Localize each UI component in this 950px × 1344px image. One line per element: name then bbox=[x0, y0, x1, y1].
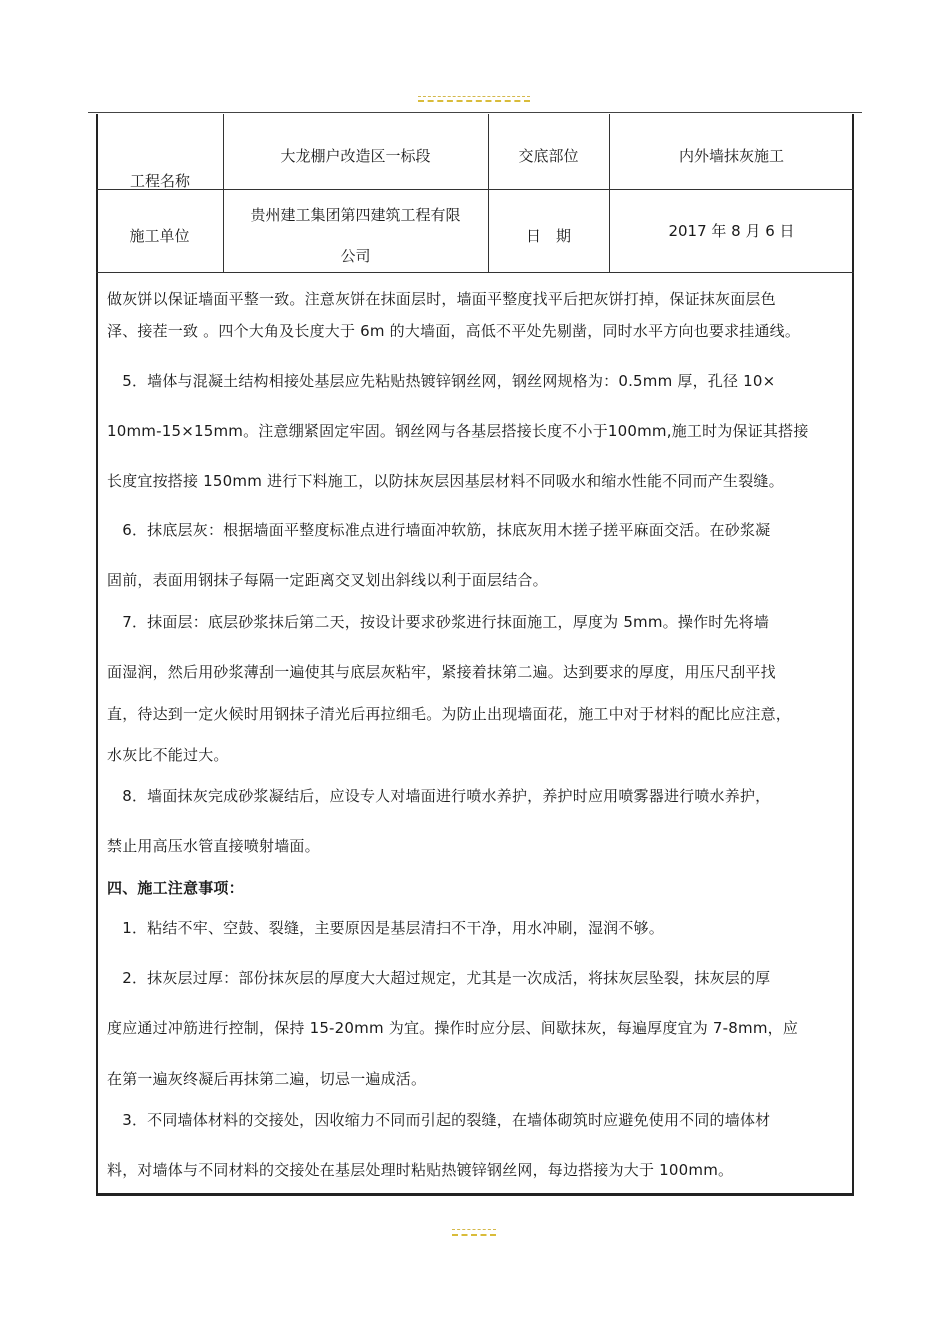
grid-line bbox=[609, 114, 610, 272]
body-line: 3．不同墙体材料的交接处，因收缩力不同而引起的裂缝，在墙体砌筑时应避免使用不同的墙体材 bbox=[107, 1111, 771, 1129]
body-line: 7．抹面层：底层砂浆抹后第二天，按设计要求砂浆进行抹面施工，厚度为 5mm。操作时先将墙 bbox=[107, 613, 770, 631]
unit-value-line2: 公司 bbox=[340, 247, 371, 265]
header-decoration bbox=[418, 96, 530, 104]
body-line: 10mm-15×15mm。注意绷紧固定牢固。钢丝网与各基层搭接长度不小于100mm,施工时为保证其搭接 bbox=[107, 422, 809, 440]
body-line: 1．粘结不牢、空鼓、裂缝，主要原因是基层清扫不干净，用水冲刷，湿润不够。 bbox=[107, 919, 664, 937]
body-line: 6．抹底层灰：根据墙面平整度标准点进行墙面冲软筋，抹底灰用木搓子搓平麻面交活。在砂浆凝 bbox=[107, 521, 771, 539]
grid-line bbox=[96, 189, 854, 190]
body-line: 面湿润，然后用砂浆薄刮一遍使其与底层灰粘牢，紧接着抹第二遍。达到要求的厚度，用压尺刮平找 bbox=[107, 663, 776, 681]
header-rule bbox=[88, 112, 862, 113]
body-line: 8．墙面抹灰完成砂浆凝结后，应设专人对墙面进行喷水养护，养护时应用喷雾器进行喷水养护， bbox=[107, 787, 771, 805]
body-line: 在第一遍灰终凝后再抹第二遍，切忌一遍成活。 bbox=[107, 1070, 427, 1088]
disclosure-part-label: 交底部位 bbox=[518, 147, 579, 165]
unit-value-line1: 贵州建工集团第四建筑工程有限 bbox=[250, 206, 461, 224]
project-name-value: 大龙棚户改造区一标段 bbox=[280, 147, 431, 165]
body-line: 直，待达到一定火候时用钢抹子清光后再拉细毛。为防止出现墙面花，施工中对于材料的配比应注意， bbox=[107, 705, 792, 723]
body-line: 2．抹灰层过厚：部份抹灰层的厚度大大超过规定，尤其是一次成活，将抹灰层坠裂，抹灰层的厚 bbox=[107, 969, 771, 987]
body-line: 料，对墙体与不同材料的交接处在基层处理时粘贴热镀锌钢丝网，每边搭接为大于 100mm。 bbox=[107, 1161, 734, 1179]
body-line: 禁止用高压水管直接喷射墙面。 bbox=[107, 837, 320, 855]
unit-label: 施工单位 bbox=[129, 227, 190, 245]
body-line: 固前，表面用钢抹子每隔一定距离交叉划出斜线以利于面层结合。 bbox=[107, 571, 548, 589]
body-line: 泽、接茬一致 。四个大角及长度大于 6m 的大墙面，高低不平处先剔凿，同时水平方向也要求挂通线。 bbox=[107, 322, 801, 340]
body-line: 做灰饼以保证墙面平整一致。注意灰饼在抹面层时，墙面平整度找平后把灰饼打掉，保证抹灰面层色 bbox=[107, 290, 776, 308]
grid-line bbox=[96, 272, 854, 273]
disclosure-part-value: 内外墙抹灰施工 bbox=[678, 147, 784, 165]
grid-line bbox=[488, 114, 489, 272]
project-name-label: 工程名称 bbox=[130, 172, 191, 190]
body-line: 长度宜按搭接 150mm 进行下料施工，以防抹灰层因基层材料不同吸水和缩水性能不同而产生裂缝。 bbox=[107, 472, 784, 490]
body-line: 度应通过冲筋进行控制，保持 15-20mm 为宜。操作时应分层、间歇抹灰，每遍厚度宜为 7-8mm，应 bbox=[107, 1019, 799, 1037]
body-line: 水灰比不能过大。 bbox=[107, 746, 229, 764]
date-label: 日 期 bbox=[525, 227, 571, 245]
section-heading: 四、施工注意事项： bbox=[107, 879, 244, 897]
body-line: 5．墙体与混凝土结构相接处基层应先粘贴热镀锌钢丝网，钢丝网规格为：0.5mm 厚，孔径 10× bbox=[107, 372, 776, 390]
footer-decoration bbox=[452, 1229, 496, 1239]
date-value: 2017 年 8 月 6 日 bbox=[668, 222, 795, 240]
